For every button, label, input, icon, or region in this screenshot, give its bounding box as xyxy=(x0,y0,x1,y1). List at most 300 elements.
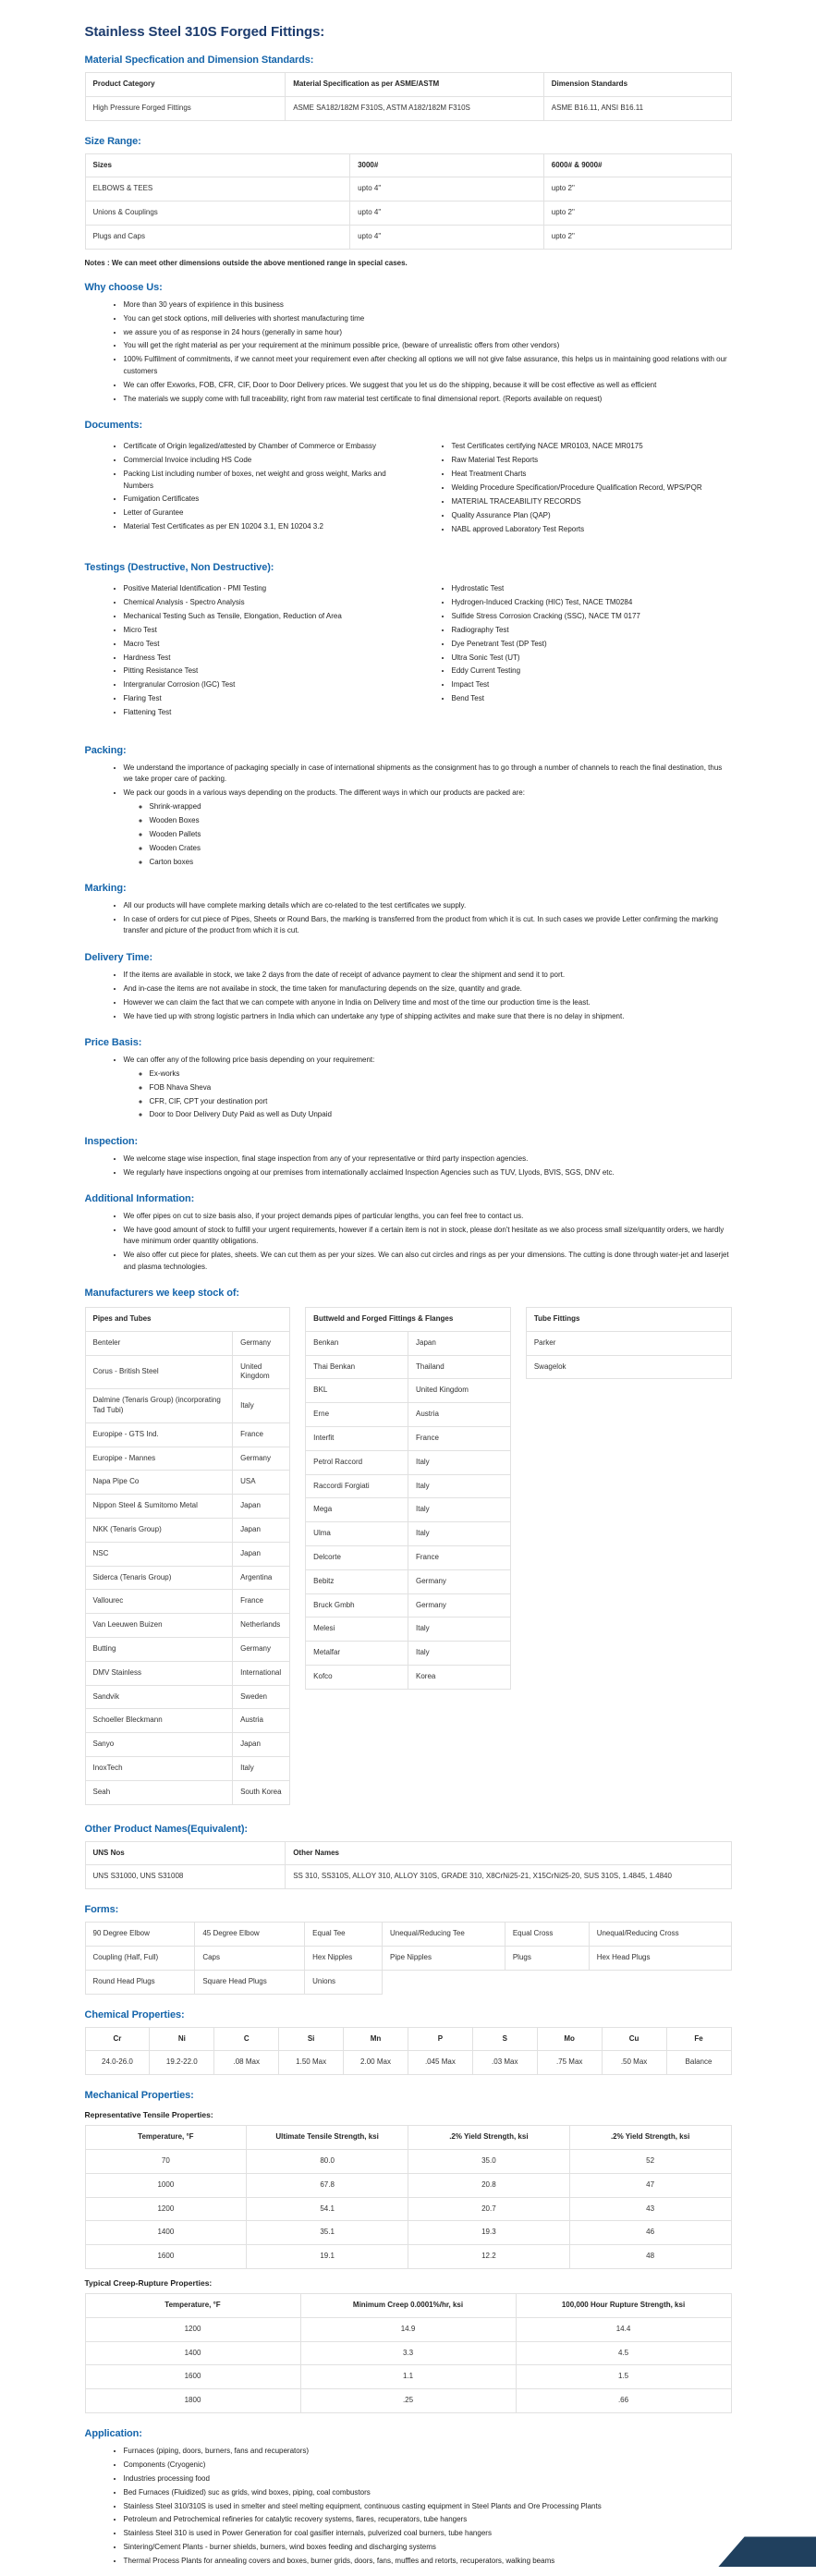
list-item: • Material Test Certificates as per EN 10204 3.1, EN 10204 3.2 xyxy=(124,521,404,532)
list-item: • Raw Material Test Reports xyxy=(452,455,732,466)
table-cell: Seah xyxy=(85,1780,233,1804)
table-cell: Benteler xyxy=(85,1331,233,1355)
column-header: Dimension Standards xyxy=(543,73,731,97)
list-item-text: We pack our goods in a various ways depending on the products. The different ways in which our products are packed are: xyxy=(123,788,525,798)
table-cell: Austria xyxy=(408,1403,511,1427)
table-cell: Balance xyxy=(666,2051,731,2075)
table-cell: USA xyxy=(233,1471,290,1495)
list-item: • More than 30 years of expirience in this business xyxy=(124,299,732,311)
table-cell: 35.0 xyxy=(408,2150,570,2174)
table-cell: Nippon Steel & Sumitomo Metal xyxy=(85,1495,233,1519)
other-names-table xyxy=(85,1841,732,1890)
table-row xyxy=(85,2150,731,2174)
table-cell: upto 2" xyxy=(543,225,731,249)
table-row xyxy=(85,1542,290,1566)
column-header: Pipes and Tubes xyxy=(85,1308,290,1332)
table-row xyxy=(85,96,731,120)
list-item: • Radiography Test xyxy=(452,625,732,636)
list-item: • Sintering/Cement Plants - burner shields, burners, wind boxes feeding and discharging systems xyxy=(124,2542,732,2553)
section-heading-price-basis: Price Basis: xyxy=(84,1036,142,1048)
list-item: • Letter of Gurantee xyxy=(124,507,404,519)
table-header-row xyxy=(85,1308,290,1332)
column-header: P xyxy=(408,2027,472,2051)
table-cell: Germany xyxy=(408,1593,511,1618)
table-cell: 52 xyxy=(569,2150,731,2174)
table-cell: 14.9 xyxy=(300,2317,516,2341)
list-item: • We also offer cut piece for plates, sheets. We can cut them as per your sizes. We can also cut circles and rings as per your dimensions. The cutting is done through water-jet and laserjet and plasma technologies. xyxy=(124,1250,732,1273)
table-cell: Napa Pipe Co xyxy=(85,1471,233,1495)
list-item: • Chemical Analysis - Spectro Analysis xyxy=(124,597,404,608)
list-item: • Stainless Steel 310/310S is used in smelter and steel melting equipment, continuous casting equipment in Steel Plants and Ore Processing Plants xyxy=(124,2501,732,2512)
table-cell: Japan xyxy=(233,1495,290,1519)
column-header: Si xyxy=(279,2027,344,2051)
table-cell: United Kingdom xyxy=(233,1355,290,1389)
section-heading-inspection: Inspection: xyxy=(84,1135,139,1147)
manufacturers-tables xyxy=(85,1305,732,1809)
table-row xyxy=(306,1403,511,1427)
table-cell: 70 xyxy=(85,2150,247,2174)
table-row xyxy=(306,1522,511,1546)
table-cell: Italy xyxy=(233,1757,290,1781)
sublist-item: ◦ FOB Nhava Sheva xyxy=(150,1082,732,1093)
table-cell: Equal Tee xyxy=(305,1923,383,1947)
sublist-item: ◦ Ex-works xyxy=(150,1068,732,1080)
list-item: • Ultra Sonic Test (UT) xyxy=(452,653,732,664)
table-cell: 4.5 xyxy=(516,2341,731,2365)
documents-list-left xyxy=(85,439,404,538)
table-row xyxy=(85,1780,290,1804)
table-cell: Delcorte xyxy=(306,1546,408,1570)
table-cell: Coupling (Half, Full) xyxy=(85,1947,195,1971)
table-header-row xyxy=(85,153,731,177)
table-row xyxy=(306,1498,511,1522)
table-row xyxy=(85,1471,290,1495)
list-item: • We have good amount of stock to fulfill your urgent requirements, however if a certain item is not in stock, please don't hesitate as we also process small size/quantity orders, we hardly have minimum order quantity obligations. xyxy=(124,1225,732,1248)
creep-properties-table xyxy=(85,2293,732,2413)
documents-list-right xyxy=(413,439,732,538)
table-row xyxy=(85,2197,731,2221)
table-row xyxy=(306,1379,511,1403)
sublist-item: ◦ Door to Door Delivery Duty Paid as well as Duty Unpaid xyxy=(150,1109,732,1120)
column-header: Tube Fittings xyxy=(526,1308,731,1332)
column-header: Fe xyxy=(666,2027,731,2051)
table-cell: Schoeller Bleckmann xyxy=(85,1709,233,1733)
list-item: • Impact Test xyxy=(452,679,732,690)
creep-properties-subheading: Typical Creep-Rupture Properties: xyxy=(84,2277,213,2288)
section-heading-mechanical: Mechanical Properties: xyxy=(84,2090,194,2102)
list-item: • Dye Penetrant Test (DP Test) xyxy=(452,639,732,650)
column-header: 6000# & 9000# xyxy=(543,153,731,177)
column-header: Cr xyxy=(85,2027,150,2051)
table-cell: Unions & Couplings xyxy=(85,201,350,226)
list-item: • Thermal Process Plants for annealing covers and boxes, burner grids, doors, fans, muffles and retorts, recuperators, walking beams xyxy=(124,2556,732,2567)
list-item: • Flaring Test xyxy=(124,693,404,704)
section-heading-chemical: Chemical Properties: xyxy=(84,2008,185,2021)
size-range-note: Notes : We can meet other dimensions outside the above mentioned range in special cases. xyxy=(84,258,408,267)
table-row xyxy=(85,1331,290,1355)
table-cell: Melesi xyxy=(306,1618,408,1642)
table-cell: .25 xyxy=(300,2389,516,2413)
column-header: Other Names xyxy=(286,1841,731,1865)
sublist-item: ◦ Shrink-wrapped xyxy=(150,801,732,812)
list-item: • Macro Test xyxy=(124,639,404,650)
table-row xyxy=(85,2317,731,2341)
table-row xyxy=(85,1389,290,1423)
table-cell: Korea xyxy=(408,1666,511,1690)
table-row xyxy=(85,1566,290,1590)
table-cell: 1800 xyxy=(85,2389,300,2413)
table-cell: International xyxy=(233,1661,290,1685)
table-cell: France xyxy=(408,1546,511,1570)
table-row xyxy=(85,2221,731,2245)
sublist-item: ◦ Wooden Crates xyxy=(150,843,732,854)
list-item: • Flattening Test xyxy=(124,707,404,718)
list-item: • You will get the right material as per your requirement at the minimum possible price, (beware of unrealistic offers from other vendors) xyxy=(124,340,732,351)
list-item: • Packing List including number of boxes, net weight and gross weight, Marks and Numbers xyxy=(124,469,404,492)
table-cell: Interfit xyxy=(306,1427,408,1451)
table-cell: 67.8 xyxy=(247,2173,408,2197)
table-cell: .75 Max xyxy=(537,2051,602,2075)
table-cell: 1600 xyxy=(85,2365,300,2389)
testings-list-left xyxy=(85,581,404,721)
list-item: • Sulfide Stress Corrosion Cracking (SSC), NACE TM 0177 xyxy=(452,611,732,622)
table-row xyxy=(306,1569,511,1593)
table-row xyxy=(85,1970,731,1994)
table-cell: BKL xyxy=(306,1379,408,1403)
application-list xyxy=(85,2446,732,2568)
list-item: • We welcome stage wise inspection, final stage inspection from any of your representative or third party inspection agencies. xyxy=(124,1154,732,1165)
table-cell: Sanyo xyxy=(85,1733,233,1757)
table-row xyxy=(306,1427,511,1451)
table-row xyxy=(85,1709,290,1733)
table-cell: 1000 xyxy=(85,2173,247,2197)
table-header-row xyxy=(306,1308,511,1332)
table-row xyxy=(85,1733,290,1757)
table-header-row xyxy=(526,1308,731,1332)
tensile-properties-table xyxy=(85,2125,732,2269)
table-row xyxy=(306,1331,511,1355)
list-item: • Bend Test xyxy=(452,693,732,704)
list-item: • Petroleum and Petrochemical refineries for catalytic recovery systems, flares, recuperators, tube hangers xyxy=(124,2514,732,2525)
list-item: • Welding Procedure Specification/Procedure Qualification Record, WPS/PQR xyxy=(452,482,732,494)
column-header: S xyxy=(472,2027,537,2051)
table-cell: 35.1 xyxy=(247,2221,408,2245)
list-item: • Hydrostatic Test xyxy=(452,583,732,594)
list-item: • NABL approved Laboratory Test Reports xyxy=(452,524,732,535)
table-cell: France xyxy=(408,1427,511,1451)
table-row xyxy=(526,1355,731,1379)
list-item: • Positive Material Identification - PMI Testing xyxy=(124,583,404,594)
table-cell: Europipe - GTS Ind. xyxy=(85,1422,233,1447)
table-row xyxy=(85,1865,731,1889)
list-item: • Micro Test xyxy=(124,625,404,636)
table-cell: ELBOWS & TEES xyxy=(85,177,350,201)
table-cell: Plugs xyxy=(505,1947,589,1971)
column-header: Product Category xyxy=(85,73,286,97)
section-heading-size-range: Size Range: xyxy=(84,135,141,147)
table-cell: 90 Degree Elbow xyxy=(85,1923,195,1947)
table-cell: Germany xyxy=(233,1447,290,1471)
footer-corner-decoration xyxy=(718,2536,816,2567)
table-row xyxy=(85,1614,290,1638)
table-cell: Hex Nipples xyxy=(305,1947,383,1971)
list-item: • 100% Fulfilment of commitments, if we cannot meet your requirement even after checking all options we will not give false assurance, this helps us in maintaining good relations with our customers xyxy=(124,354,732,377)
delivery-list xyxy=(85,970,732,1022)
table-cell: France xyxy=(233,1590,290,1614)
tube-fittings-table xyxy=(526,1307,732,1379)
table-cell: 2.00 Max xyxy=(344,2051,408,2075)
list-item: • The materials we supply come with full traceability, right from raw material test certificate to final dimensional report. (Reports available on request) xyxy=(124,394,732,405)
sublist-item: ◦ Carton boxes xyxy=(150,857,732,868)
section-heading-documents: Documents: xyxy=(84,419,143,431)
table-cell: Unequal/Reducing Tee xyxy=(383,1923,505,1947)
list-item: • Quality Assurance Plan (QAP) xyxy=(452,510,732,521)
column-header: Cu xyxy=(602,2027,666,2051)
table-row xyxy=(85,1590,290,1614)
documents-columns xyxy=(85,437,732,547)
table-cell: Kofco xyxy=(306,1666,408,1690)
list-item: • Bed Furnaces (Fluidized) suc as grids, wind boxes, piping, coal combustors xyxy=(124,2487,732,2498)
table-cell: .50 Max xyxy=(602,2051,666,2075)
column-header: UNS Nos xyxy=(85,1841,286,1865)
table-row xyxy=(85,1661,290,1685)
buttweld-fittings-table xyxy=(305,1307,511,1690)
table-cell: Van Leeuwen Buizen xyxy=(85,1614,233,1638)
table-cell: 24.0-26.0 xyxy=(85,2051,150,2075)
table-cell: ASME SA182/182M F310S, ASTM A182/182M F310S xyxy=(286,96,544,120)
table-cell: Italy xyxy=(408,1642,511,1666)
price-basis-sublist xyxy=(124,1068,732,1121)
table-cell: Pipe Nipples xyxy=(383,1947,505,1971)
section-heading-other-names: Other Product Names(Equivalent): xyxy=(84,1823,248,1835)
table-cell: Japan xyxy=(233,1542,290,1566)
tensile-properties-subheading: Representative Tensile Properties: xyxy=(84,2110,213,2120)
column-header: Buttweld and Forged Fittings & Flanges xyxy=(306,1308,511,1332)
page-title: Stainless Steel 310S Forged Fittings: xyxy=(84,24,325,40)
section-heading-application: Application: xyxy=(84,2427,142,2439)
list-item: • Components (Cryogenic) xyxy=(124,2460,732,2471)
table-header-row xyxy=(85,73,731,97)
section-heading-marking: Marking: xyxy=(84,883,127,895)
list-item: • All our products will have complete marking details which are co-related to the test certificates we supply. xyxy=(124,900,732,911)
table-cell: upto 4" xyxy=(350,225,544,249)
table-cell: .045 Max xyxy=(408,2051,472,2075)
table-cell: 1200 xyxy=(85,2317,300,2341)
table-cell: Germany xyxy=(233,1331,290,1355)
pipes-tubes-table xyxy=(85,1307,291,1805)
additional-info-list xyxy=(85,1211,732,1273)
table-cell: South Korea xyxy=(233,1780,290,1804)
list-item: • Test Certificates certifying NACE MR0103, NACE MR0175 xyxy=(452,441,732,452)
table-cell: Swagelok xyxy=(526,1355,731,1379)
table-cell: 1400 xyxy=(85,2221,247,2245)
section-heading-testings: Testings (Destructive, Non Destructive): xyxy=(84,561,274,573)
table-cell: Erne xyxy=(306,1403,408,1427)
table-cell: Hex Head Plugs xyxy=(589,1947,731,1971)
inspection-list xyxy=(85,1154,732,1178)
column-header: Temperature, °F xyxy=(85,2126,247,2150)
forms-table xyxy=(85,1922,732,1994)
table-header-row xyxy=(85,2027,731,2051)
list-item-text: We understand the importance of packaging specially in case of international shipments as the consignment has to go through a number of channels to reach the final destination, thus we take proper care of packing. xyxy=(123,763,723,784)
table-cell: upto 4" xyxy=(350,201,544,226)
list-item: • Intergranular Corrosion (IGC) Test xyxy=(124,679,404,690)
table-row xyxy=(85,201,731,226)
table-row xyxy=(85,2365,731,2389)
table-cell: NKK (Tenaris Group) xyxy=(85,1519,233,1543)
table-cell: 1.5 xyxy=(516,2365,731,2389)
table-cell: Raccordi Forgiati xyxy=(306,1474,408,1498)
table-row xyxy=(85,177,731,201)
list-item: • Certificate of Origin legalized/attested by Chamber of Commerce or Embassy xyxy=(124,441,404,452)
list-item: • MATERIAL TRACEABILITY RECORDS xyxy=(452,496,732,507)
list-item xyxy=(124,1055,732,1121)
table-row xyxy=(85,2341,731,2365)
section-heading-why-choose: Why choose Us: xyxy=(84,281,163,293)
table-cell: upto 2" xyxy=(543,201,731,226)
table-cell: Unions xyxy=(305,1970,383,1994)
table-row xyxy=(85,1355,290,1389)
table-row xyxy=(306,1450,511,1474)
table-cell: Netherlands xyxy=(233,1614,290,1638)
table-row xyxy=(85,1447,290,1471)
table-cell: 19.3 xyxy=(408,2221,570,2245)
size-range-table xyxy=(85,153,732,250)
table-cell: Unequal/Reducing Cross xyxy=(589,1923,731,1947)
table-cell: Italy xyxy=(408,1498,511,1522)
table-cell: Plugs and Caps xyxy=(85,225,350,249)
sublist-item: ◦ Wooden Pallets xyxy=(150,829,732,840)
price-basis-list xyxy=(85,1055,732,1121)
section-heading-forms: Forms: xyxy=(84,1904,119,1916)
list-item: • We offer pipes on cut to size basis also, if your project demands pipes of particular lengths, you can feel free to contact us. xyxy=(124,1211,732,1222)
table-cell: 47 xyxy=(569,2173,731,2197)
table-row xyxy=(306,1474,511,1498)
column-header: Material Specification as per ASME/ASTM xyxy=(286,73,544,97)
table-cell: Sweden xyxy=(233,1685,290,1709)
table-row xyxy=(306,1666,511,1690)
table-row xyxy=(306,1593,511,1618)
table-row xyxy=(526,1331,731,1355)
table-cell: Italy xyxy=(408,1450,511,1474)
table-cell: Equal Cross xyxy=(505,1923,589,1947)
sublist-item: ◦ CFR, CIF, CPT your destination port xyxy=(150,1096,732,1107)
column-header: .2% Yield Strength, ksi xyxy=(408,2126,570,2150)
table-cell: 12.2 xyxy=(408,2245,570,2269)
sublist-item: ◦ Wooden Boxes xyxy=(150,815,732,826)
testings-list-right xyxy=(413,581,732,721)
testings-columns xyxy=(85,580,732,730)
table-cell: 3.3 xyxy=(300,2341,516,2365)
table-row xyxy=(85,1685,290,1709)
column-header: C xyxy=(214,2027,279,2051)
table-cell: NSC xyxy=(85,1542,233,1566)
list-item: • And in-case the items are not availabe in stock, the time taken for manufacturing depends on the size, quantity and grade. xyxy=(124,983,732,995)
table-cell: 45 Degree Elbow xyxy=(195,1923,305,1947)
list-item: • You can get stock options, mill deliveries with shortest manufacturing time xyxy=(124,313,732,324)
table-cell: 19.2-22.0 xyxy=(150,2051,214,2075)
table-header-row xyxy=(85,2126,731,2150)
table-row xyxy=(85,225,731,249)
table-cell: 43 xyxy=(569,2197,731,2221)
column-header: 3000# xyxy=(350,153,544,177)
table-cell: High Pressure Forged Fittings xyxy=(85,96,286,120)
marking-list xyxy=(85,900,732,937)
table-cell: Parker xyxy=(526,1331,731,1355)
table-cell: Argentina xyxy=(233,1566,290,1590)
table-header-row xyxy=(85,1841,731,1865)
table-cell: Germany xyxy=(233,1638,290,1662)
list-item: • Hardness Test xyxy=(124,653,404,664)
table-row xyxy=(306,1355,511,1379)
list-item xyxy=(124,787,732,868)
table-cell: .03 Max xyxy=(472,2051,537,2075)
table-cell: 1200 xyxy=(85,2197,247,2221)
list-item: • We can offer Exworks, FOB, CFR, CIF, Door to Door Delivery prices. We suggest that you let us do the shipping, because it will be cost effective as well as efficient xyxy=(124,380,732,391)
section-heading-material-spec: Material Specfication and Dimension Standards: xyxy=(84,55,314,66)
table-cell: Mega xyxy=(306,1498,408,1522)
list-item: • Hydrogen-Induced Cracking (HIC) Test, NACE TM0284 xyxy=(452,597,732,608)
table-cell: Caps xyxy=(195,1947,305,1971)
table-cell: 54.1 xyxy=(247,2197,408,2221)
list-item: • Commercial Invoice including HS Code xyxy=(124,455,404,466)
table-row xyxy=(85,1947,731,1971)
material-spec-table xyxy=(85,72,732,121)
table-cell: UNS S31000, UNS S31008 xyxy=(85,1865,286,1889)
list-item: • In case of orders for cut piece of Pipes, Sheets or Round Bars, the marking is transferred from the product from which it is cut. In such cases we provide Letter confirming the marking transfer and picture of the product from which it is cut. xyxy=(124,914,732,937)
section-heading-delivery: Delivery Time: xyxy=(84,951,153,963)
column-header: Ultimate Tensile Strength, ksi xyxy=(247,2126,408,2150)
table-cell: .08 Max xyxy=(214,2051,279,2075)
list-item: • We regularly have inspections ongoing at our premises from internationally acclaimed Inspection Agencies such as TUV, Llyods, BVIS, SGS, DNV etc. xyxy=(124,1167,732,1178)
chemical-properties-table xyxy=(85,2027,732,2076)
list-item: • Industries processing food xyxy=(124,2473,732,2484)
table-cell: 1.1 xyxy=(300,2365,516,2389)
table-row xyxy=(85,2173,731,2197)
table-cell: 48 xyxy=(569,2245,731,2269)
page-content xyxy=(85,0,732,2567)
table-cell: InoxTech xyxy=(85,1757,233,1781)
column-header: Mn xyxy=(344,2027,408,2051)
table-cell: Italy xyxy=(408,1618,511,1642)
column-header: Mo xyxy=(537,2027,602,2051)
packing-sublist xyxy=(124,801,732,868)
table-cell: Ulma xyxy=(306,1522,408,1546)
table-cell: Thai Benkan xyxy=(306,1355,408,1379)
table-cell: Petrol Raccord xyxy=(306,1450,408,1474)
table-cell: Sandvik xyxy=(85,1685,233,1709)
table-cell: .66 xyxy=(516,2389,731,2413)
table-cell: Italy xyxy=(408,1474,511,1498)
list-item: • Furnaces (piping, doors, burners, fans and recuperators) xyxy=(124,2446,732,2457)
table-header-row xyxy=(85,2293,731,2317)
table-row xyxy=(85,1638,290,1662)
table-cell: United Kingdom xyxy=(408,1379,511,1403)
list-item: • Fumigation Certificates xyxy=(124,494,404,505)
table-row xyxy=(85,1422,290,1447)
table-cell: Butting xyxy=(85,1638,233,1662)
table-row xyxy=(85,2389,731,2413)
table-row xyxy=(85,2051,731,2075)
table-cell: Bruck Gmbh xyxy=(306,1593,408,1618)
table-cell: upto 2" xyxy=(543,177,731,201)
table-cell: Benkan xyxy=(306,1331,408,1355)
table-cell: Austria xyxy=(233,1709,290,1733)
table-cell: 19.1 xyxy=(247,2245,408,2269)
table-cell: 20.7 xyxy=(408,2197,570,2221)
list-item: • Pitting Resistance Test xyxy=(124,665,404,677)
table-cell: Dalmine (Tenaris Group) (incorporating Tad Tubi) xyxy=(85,1389,233,1423)
